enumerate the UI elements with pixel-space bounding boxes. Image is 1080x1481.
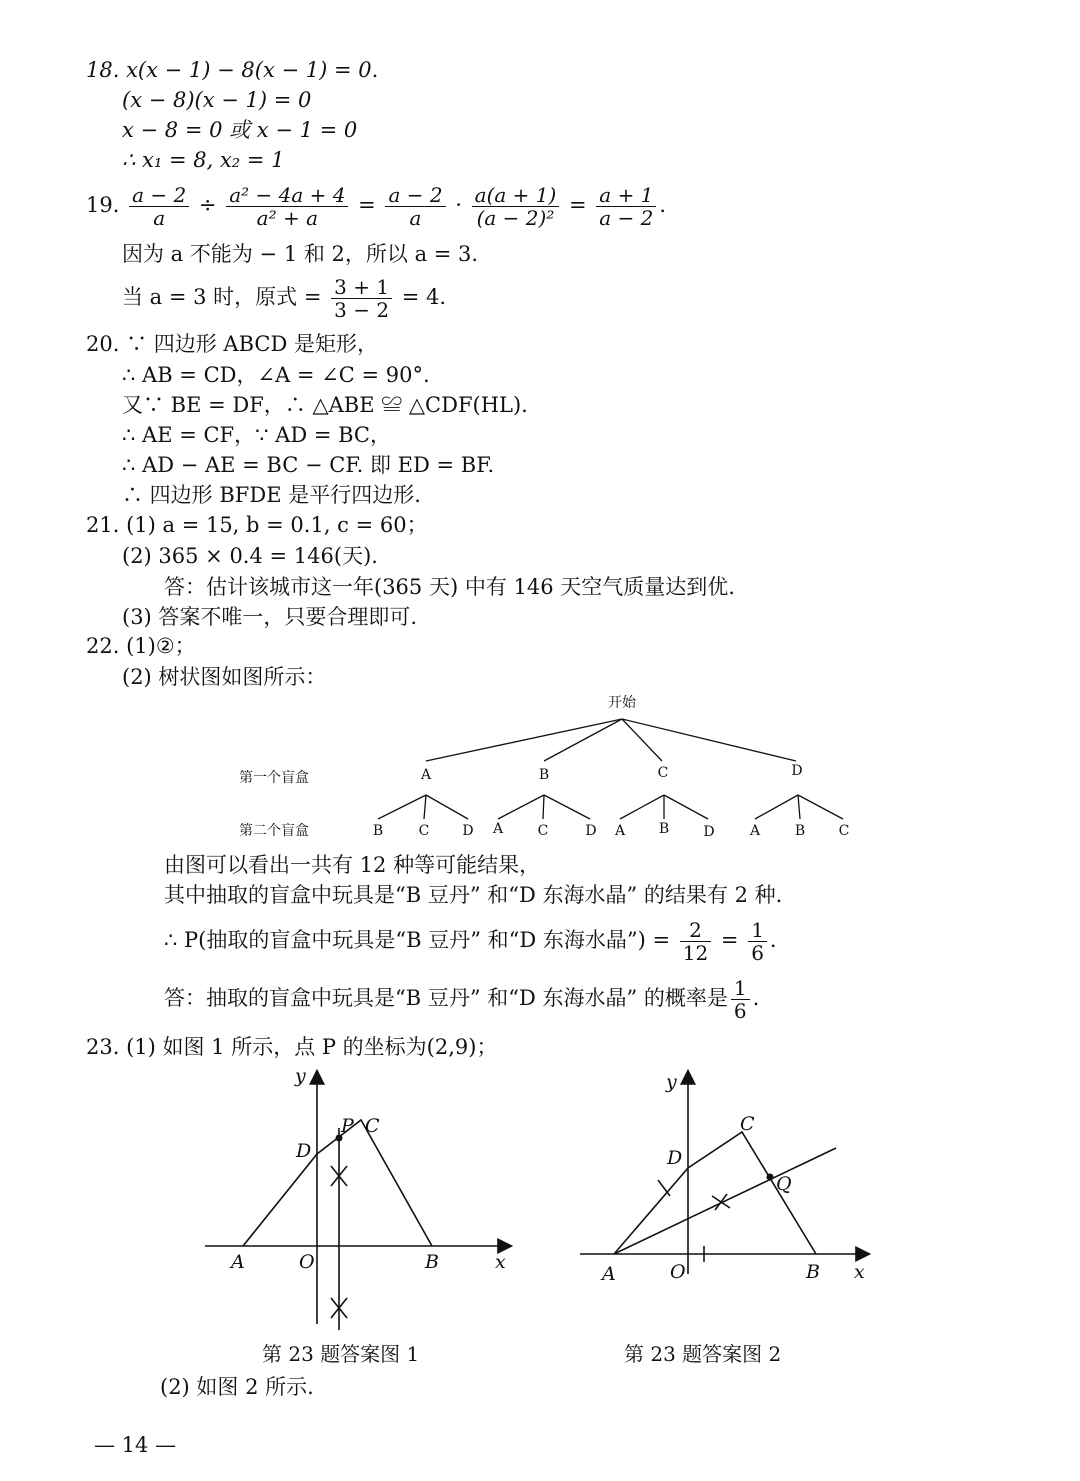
tree-second-node: B	[658, 821, 670, 837]
q22-line6-b: .	[752, 986, 760, 1010]
q19-frac2-den: a² + a	[256, 206, 318, 230]
fig2-label-C: C	[740, 1113, 755, 1135]
tree-second-node: D	[462, 823, 474, 839]
q22-line5	[164, 914, 777, 966]
q20-line4: ∴ AE = CF，∵ AD = BC，	[122, 423, 391, 447]
q19-line3	[122, 272, 446, 322]
figure-1-caption: 第 23 题答案图 1	[262, 1342, 420, 1366]
tree-second-node: C	[418, 823, 430, 839]
q21-line2: (2) 365 × 0.4 = 146(天).	[122, 544, 378, 568]
q22-line1: 22. (1)②；	[86, 634, 196, 658]
q22-frac7-num: 2	[680, 919, 711, 942]
tree-second-node: A	[614, 823, 626, 839]
q19-div: ÷	[198, 193, 217, 217]
q18-line3: x − 8 = 0 或 x − 1 = 0	[122, 118, 358, 142]
q22-frac8	[748, 919, 767, 964]
fig2-label-O: O	[670, 1261, 686, 1283]
q22-frac9-num: 1	[731, 977, 750, 1000]
tree-second-node: C	[537, 823, 549, 839]
q22-line2: (2) 树状图如图所示：	[122, 665, 327, 689]
fig1-label-C: C	[365, 1115, 380, 1137]
tree-second-node: A	[749, 823, 761, 839]
q19-frac2-num: a² − 4a + 4	[226, 184, 348, 207]
q19-eq1: =	[358, 193, 376, 217]
q20-line1: 20. ∵ 四边形 ABCD 是矩形，	[86, 332, 378, 356]
q19-line2: 因为 a 不能为 − 1 和 2，所以 a = 3.	[122, 242, 479, 266]
q19-frac6-den: 3 − 2	[334, 298, 390, 322]
q19-dot: ·	[455, 193, 462, 217]
q19-frac3-den: a	[409, 206, 422, 230]
q23-line2: (2) 如图 2 所示.	[160, 1375, 314, 1399]
q19-frac1-den: a	[153, 206, 166, 230]
tree-row1-label: 第一个盲盒	[239, 770, 309, 786]
q22-line4: 其中抽取的盲盒中玩具是“B 豆丹” 和“D 东海水晶” 的结果有 2 种.	[164, 883, 783, 907]
figure-2-caption: 第 23 题答案图 2	[624, 1342, 782, 1366]
q20-line5: ∴ AD − AE = BC − CF. 即 ED = BF.	[122, 453, 495, 477]
q22-frac9-den: 6	[733, 999, 747, 1023]
q19-frac4-den: (a − 2)²	[476, 206, 555, 230]
q20-line6: ∴ 四边形 BFDE 是平行四边形.	[122, 483, 421, 507]
figure-2	[572, 1062, 882, 1292]
fig1-label-B: B	[425, 1251, 439, 1273]
fig1-label-y: y	[295, 1065, 306, 1087]
tree-second-node: A	[492, 821, 504, 837]
fig2-label-Q: Q	[776, 1173, 792, 1195]
tree-second-node: C	[838, 823, 850, 839]
q19-line3-b: = 4.	[401, 285, 447, 309]
fig1-label-A: A	[231, 1251, 245, 1273]
fig2-label-x: x	[854, 1261, 865, 1283]
q19-frac4	[472, 184, 560, 229]
fig2-label-B: B	[806, 1261, 820, 1283]
tree-first-node: D	[791, 763, 803, 779]
q22-frac7	[680, 919, 711, 964]
tree-root: 开始	[608, 695, 636, 711]
q22-frac8-num: 1	[748, 919, 767, 942]
fig1-label-x: x	[495, 1251, 506, 1273]
q22-frac7-den: 12	[682, 941, 709, 965]
q22-frac9	[731, 977, 750, 1022]
tree-second-node: B	[372, 823, 384, 839]
tree-second-node: D	[585, 823, 597, 839]
q19-eq2: =	[568, 193, 587, 217]
point-Q	[767, 1174, 774, 1181]
fig1-label-O: O	[299, 1251, 315, 1273]
arc-mark	[715, 1194, 727, 1210]
q21-line1: 21. (1) a = 15, b = 0.1, c = 60；	[86, 513, 428, 537]
q23-line1: 23. (1) 如图 1 所示，点 P 的坐标为(2,9)；	[86, 1035, 498, 1059]
fig1-label-P: P	[341, 1115, 354, 1137]
q18-line2: (x − 8)(x − 1) = 0	[122, 88, 312, 112]
tree-first-node: C	[657, 765, 669, 781]
q19-frac5-num: a + 1	[596, 184, 656, 207]
q20-line2: ∴ AB = CD，∠A = ∠C = 90°.	[122, 363, 430, 387]
tree-first-node: B	[538, 767, 550, 783]
q19-frac1	[129, 184, 189, 229]
q19-frac3	[385, 184, 445, 229]
q19-line1	[86, 180, 666, 230]
q20-line3: 又∵ BE = DF，∴ △ABE ≌ △CDF(HL).	[122, 393, 528, 417]
tick-mark	[658, 1180, 670, 1196]
tree-row2-label: 第二个盲盒	[239, 823, 309, 839]
q18-line4: ∴ x₁ = 8, x₂ = 1	[122, 148, 285, 172]
q19-frac1-num: a − 2	[129, 184, 189, 207]
q19-line3-a: 当 a = 3 时，原式 =	[122, 285, 322, 309]
q22-line6-a: 答：抽取的盲盒中玩具是“B 豆丹” 和“D 东海水晶” 的概率是	[164, 986, 728, 1010]
q19-frac6-num: 3 + 1	[331, 276, 392, 299]
fig2-label-A: A	[602, 1263, 616, 1285]
q19-frac3-num: a − 2	[385, 184, 445, 207]
page-number: — 14 —	[94, 1433, 177, 1457]
q18-line1: 18. x(x − 1) − 8(x − 1) = 0.	[86, 58, 379, 82]
q19-frac4-num: a(a + 1)	[472, 184, 560, 207]
q19-frac6	[331, 276, 392, 321]
q21-line3: 答：估计该城市这一年(365 天) 中有 146 天空气质量达到优.	[164, 575, 735, 599]
q21-line4: (3) 答案不唯一，只要合理即可.	[122, 605, 418, 629]
q22-line5-a: ∴ P(抽取的盲盒中玩具是“B 豆丹” 和“D 东海水晶”) =	[164, 928, 671, 952]
q19-frac5-den: a − 2	[599, 206, 654, 230]
tree-second-node: D	[703, 824, 715, 840]
q19-number: 19.	[86, 193, 120, 217]
angle-bisector	[614, 1148, 836, 1254]
fig2-label-y: y	[666, 1071, 677, 1093]
q22-line6	[164, 972, 759, 1024]
tree-first-node: A	[420, 767, 432, 783]
tree-diagram	[0, 685, 1080, 845]
q22-line3: 由图可以看出一共有 12 种等可能结果，	[164, 853, 541, 877]
fig2-label-D: D	[667, 1147, 683, 1169]
q19-end: .	[659, 193, 667, 217]
q22-line5-b: .	[769, 928, 777, 952]
q19-frac5	[596, 184, 656, 229]
tree-second-node: B	[794, 823, 806, 839]
q22-eq: =	[720, 928, 739, 952]
figure-1	[195, 1062, 525, 1332]
fig1-label-D: D	[296, 1140, 312, 1162]
q22-frac8-den: 6	[751, 941, 764, 965]
q19-frac2	[226, 184, 348, 229]
